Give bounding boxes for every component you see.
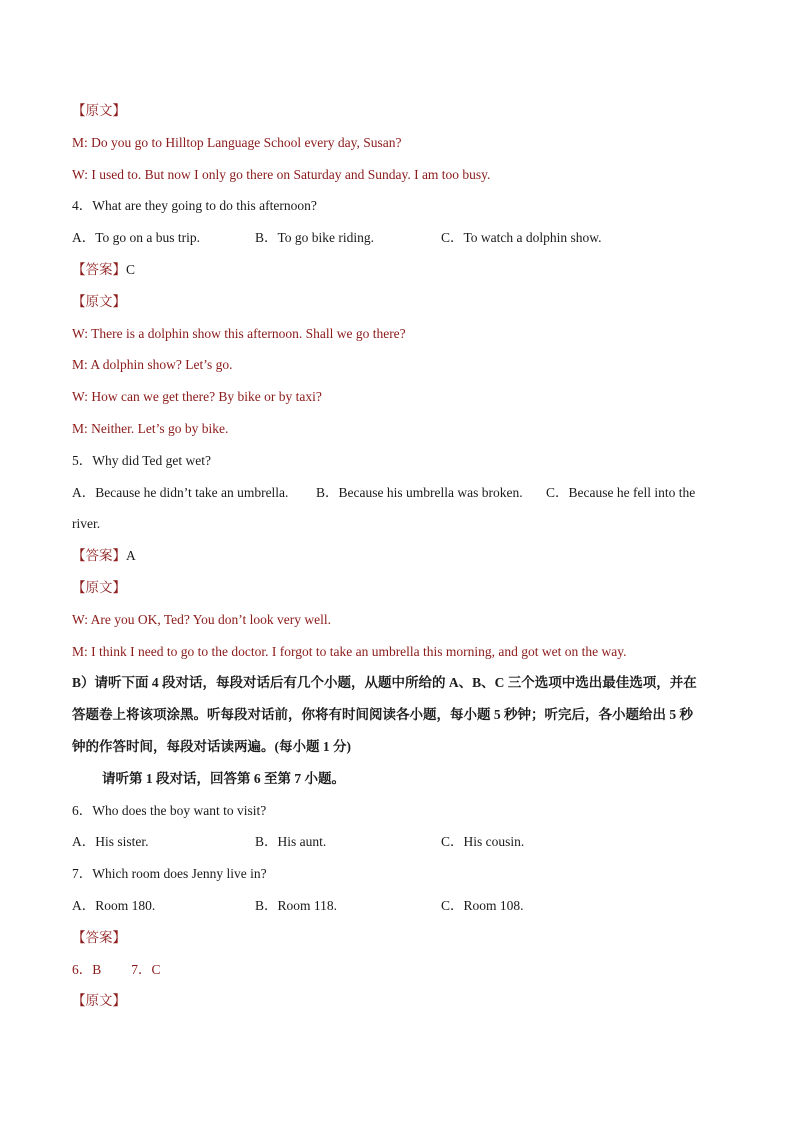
part-b-instruction: 答题卷上将该项涂黑。听每段对话前，你将有时间阅读各小题，每小题 5 秒钟；听完后，各小题给出 5 秒 bbox=[72, 707, 693, 723]
transcript-line: M: Neither. Let’s go by bike. bbox=[72, 420, 229, 436]
option-b: B．His aunt. bbox=[255, 834, 327, 850]
question-4-options bbox=[72, 227, 732, 259]
option-c: C．Because he fell into the bbox=[546, 484, 696, 500]
option-a: A．To go on a bus trip. bbox=[72, 230, 201, 246]
yuanwen-label: 【原文】 bbox=[72, 293, 126, 309]
transcript-line: M: I think I need to go to the doctor. I forgot to take an umbrella this morning, and got wet on the way. bbox=[72, 643, 627, 659]
sub-instruction: 请听第 1 段对话，回答第 6 至第 7 小题。 bbox=[102, 770, 345, 786]
answer-7: 7．C bbox=[131, 961, 161, 977]
transcript-line: M: Do you go to Hilltop Language School every day, Susan? bbox=[72, 134, 402, 150]
part-b-instruction: B）请听下面 4 段对话，每段对话后有几个小题，从题中所给的 A、B、C 三个选项中选出最佳选项，并在 bbox=[72, 675, 697, 691]
question-7: 7．Which room does Jenny live in? bbox=[72, 866, 267, 882]
transcript-line: W: Are you OK, Ted? You don’t look very well. bbox=[72, 611, 332, 627]
option-a: A．Because he didn’t take an umbrella. bbox=[72, 484, 289, 500]
answer-label: 【答案】 bbox=[72, 548, 126, 564]
answer-line bbox=[72, 259, 732, 291]
question-5-options bbox=[72, 482, 732, 514]
question-5: 5．Why did Ted get wet? bbox=[72, 452, 212, 468]
yuanwen-label: 【原文】 bbox=[72, 103, 126, 118]
answer-value: C bbox=[126, 261, 136, 277]
question-7-options bbox=[72, 895, 732, 927]
answer-label: 【答案】 bbox=[72, 261, 126, 277]
option-c-continued: river. bbox=[72, 516, 101, 532]
option-b: B．To go bike riding. bbox=[255, 230, 375, 246]
transcript-line: W: How can we get there? By bike or by taxi? bbox=[72, 389, 322, 405]
option-c: C．Room 108. bbox=[441, 897, 524, 913]
transcript-line: W: There is a dolphin show this afternoon. Shall we go there? bbox=[72, 325, 406, 341]
question-4: 4．What are they going to do this afternoon? bbox=[72, 198, 317, 214]
answer-6: 6．B bbox=[72, 961, 102, 977]
answer-value: A bbox=[126, 548, 136, 564]
yuanwen-label: 【原文】 bbox=[72, 993, 126, 1009]
document-page bbox=[72, 100, 732, 1022]
transcript-line: W: I used to. But now I only go there on Saturday and Sunday. I am too busy. bbox=[72, 166, 491, 182]
question-6-options bbox=[72, 831, 732, 863]
answers-6-7 bbox=[72, 959, 732, 991]
question-6: 6．Who does the boy want to visit? bbox=[72, 802, 267, 818]
transcript-line: M: A dolphin show? Let’s go. bbox=[72, 357, 233, 373]
option-b: B．Room 118. bbox=[255, 897, 338, 913]
option-a: A．His sister. bbox=[72, 834, 149, 850]
option-b: B．Because his umbrella was broken. bbox=[316, 484, 523, 500]
answer-line bbox=[72, 545, 732, 577]
option-c: C．His cousin. bbox=[441, 834, 525, 850]
part-b-instruction: 钟的作答时间，每段对话读两遍。(每小题 1 分) bbox=[72, 738, 351, 754]
option-c: C．To watch a dolphin show. bbox=[441, 230, 602, 246]
option-a: A．Room 180. bbox=[72, 897, 156, 913]
yuanwen-label: 【原文】 bbox=[72, 579, 126, 595]
answer-label: 【答案】 bbox=[72, 929, 126, 945]
